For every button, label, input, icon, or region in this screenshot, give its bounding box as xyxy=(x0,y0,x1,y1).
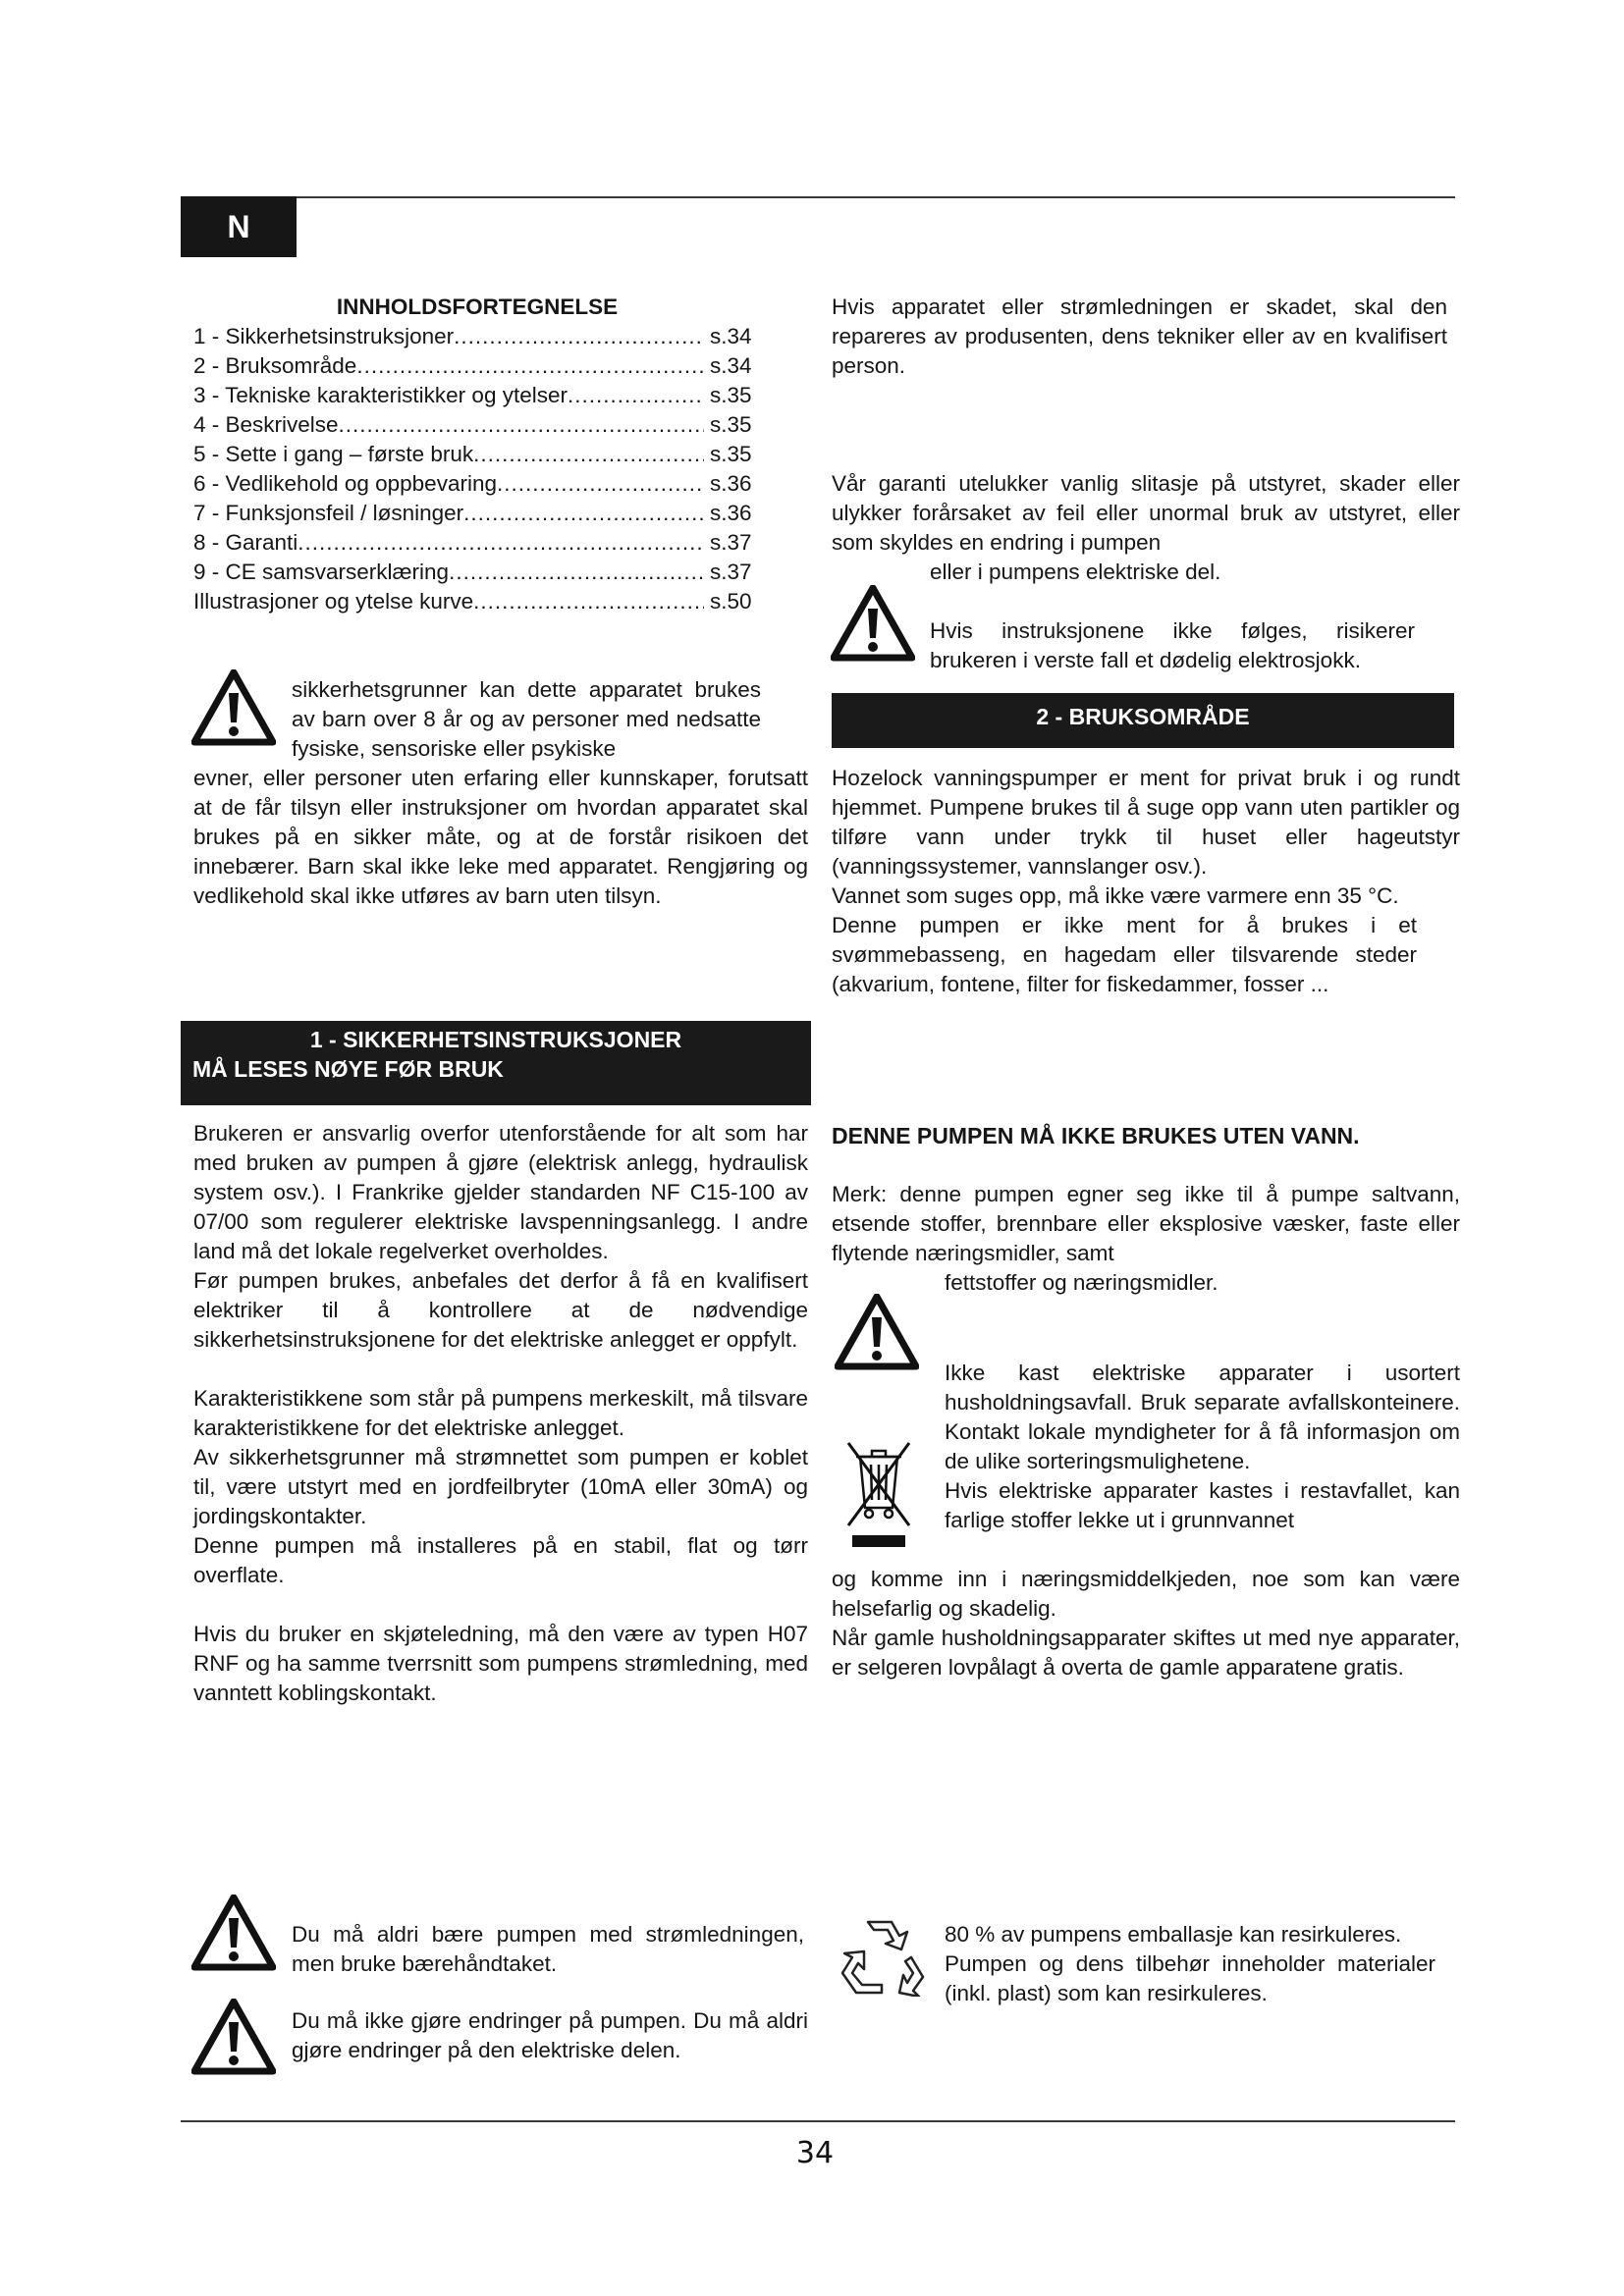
para-weee-1: Ikke kast elektriske apparater i usortert husholdningsavfall. Bruk separate avfallskonteinere. Kontakt lokale myndigheter for å få informasjon om de ulike sorteringsmulighetene. xyxy=(945,1361,1460,1473)
warning-icon xyxy=(831,585,915,662)
toc-item-label: 2 - Bruksområde xyxy=(193,353,357,378)
children-warning-rest: evner, eller personer uten erfaring eller kunnskaper, forutsatt at de får tilsyn eller instruksjoner om hvordan apparatet skal brukes på en sikker måte, og at de forstår risikoen det innebærer. Barn skal ikke leke med apparatet. Rengjøring og vedlikehold skal ikke utføres av barn uten tilsyn. xyxy=(193,766,808,908)
toc-item xyxy=(193,469,761,499)
right-body-use xyxy=(832,764,1460,999)
para-not-for: Denne pumpen er ikke ment for å brukes i et svømmebasseng, en hagedam eller tilsvarende steder (akvarium, fontene, filter for fiskedammer, fosser ... xyxy=(832,913,1417,996)
toc-leader-dots xyxy=(497,469,704,499)
toc-item-page: s.37 xyxy=(710,560,752,584)
toc-item-label: 7 - Funksjonsfeil / løsninger xyxy=(193,501,464,525)
toc-item-page: s.37 xyxy=(710,530,752,555)
para-recycle-2: Pumpen og dens tilbehør inneholder materialer (inkl. plast) som kan resirkuleres. xyxy=(945,1951,1435,2005)
toc-item-label: 5 - Sette i gang – første bruk xyxy=(193,442,474,466)
para-weee-4: Når gamle husholdningsapparater skiftes ut med nye apparater, er selgeren lovpålagt å overta de gamle apparatene gratis. xyxy=(832,1626,1460,1680)
para-note-end: fettstoffer og næringsmidler. xyxy=(945,1270,1218,1295)
para-damaged: Hvis apparatet eller strømledningen er skadet, skal den repareres av produsenten, dens tekniker eller av en kvalifisert person. xyxy=(832,294,1447,378)
warning-icon xyxy=(191,669,276,746)
para-rcd: Av sikkerhetsgrunner må strømnettet som pumpen er koblet til, være utstyrt med en jordfeilbryter (10mA eller 30mA) og jordingskontakter. xyxy=(193,1445,808,1528)
toc-item xyxy=(193,351,761,381)
toc-leader-dots xyxy=(463,499,704,528)
warning-icon xyxy=(191,1895,276,1971)
warning-icon xyxy=(835,1294,919,1370)
section-2-banner xyxy=(832,693,1454,748)
toc-item-label: 8 - Garanti xyxy=(193,530,298,555)
para-temp: Vannet som suges opp, må ikke være varmere enn 35 °C. xyxy=(832,883,1399,908)
weee-block-cont xyxy=(832,1565,1460,1682)
toc-item xyxy=(193,322,761,351)
section-2-title: 2 - BRUKSOMRÅDE xyxy=(1036,704,1250,729)
section-1-subtitle: MÅ LESES NØYE FØR BRUK xyxy=(192,1056,504,1082)
para-responsible: Brukeren er ansvarlig overfor utenforstående for alt som har med bruken av pumpen å gjøre (elektrisk anlegg, hydraulisk system osv.). I Frankrike gjelder standarden NF C15-100 av 07/00 som regulerer elektriske lavspenningsanlegg. I andre land må det lokale regelverket overholdes. xyxy=(193,1121,808,1263)
toc-item-label: 1 - Sikkerhetsinstruksjoner xyxy=(193,324,455,348)
section-1-banner xyxy=(181,1021,811,1105)
warn-carry: Du må aldri bære pumpen med strømledningen, men bruke bærehåndtaket. xyxy=(292,1922,804,1976)
warning-icon xyxy=(191,1999,276,2075)
header-rule xyxy=(181,196,1455,198)
weee-block xyxy=(945,1359,1460,1535)
toc-item-page: s.34 xyxy=(710,324,752,348)
toc-item-page: s.36 xyxy=(710,501,752,525)
page-number: 34 xyxy=(795,2136,835,2170)
toc-leader-dots xyxy=(568,381,704,410)
toc-item-page: s.36 xyxy=(710,471,752,496)
weee-bin-icon xyxy=(842,1435,915,1551)
toc-item-page: s.50 xyxy=(710,589,752,614)
para-weee-2: Hvis elektriske apparater kastes i restavfallet, kan farlige stoffer lekke ut i grunnvannet xyxy=(945,1478,1460,1532)
para-note: Merk: denne pumpen egner seg ikke til å pumpe saltvann, etsende stoffer, brennbare eller eksplosive væsker, faste eller flytende næringsmidler, samt xyxy=(832,1182,1460,1265)
table-of-contents xyxy=(193,293,761,616)
toc-leader-dots xyxy=(339,410,704,440)
toc-item-page: s.35 xyxy=(710,412,752,437)
recycle-icon xyxy=(835,1914,929,1997)
para-recycle-1: 80 % av pumpens emballasje kan resirkuleres. xyxy=(945,1922,1402,1947)
warning-no-water: DENNE PUMPEN MÅ IKKE BRUKES UTEN VANN. xyxy=(832,1123,1360,1148)
toc-item xyxy=(193,558,761,587)
toc-leader-dots xyxy=(298,528,704,558)
toc-item-label: 9 - CE samsvarserklæring xyxy=(193,560,450,584)
recycle-text xyxy=(945,1920,1435,2008)
para-surface: Denne pumpen må installeres på en stabil, flat og tørr overflate. xyxy=(193,1533,808,1587)
toc-item xyxy=(193,381,761,410)
language-badge: N xyxy=(181,196,297,257)
toc-leader-dots xyxy=(356,351,704,381)
toc-item xyxy=(193,499,761,528)
toc-item xyxy=(193,410,761,440)
toc-item-page: s.34 xyxy=(710,353,752,378)
left-body xyxy=(193,1119,808,1708)
toc-leader-dots xyxy=(473,440,704,469)
para-guarantee-end: eller i pumpens elektriske del. xyxy=(930,560,1221,584)
para-rating: Karakteristikkene som står på pumpens merkeskilt, må tilsvare karakteristikkene for det elektriske anlegget. xyxy=(193,1386,808,1440)
footer-rule xyxy=(181,2120,1455,2122)
toc-item-label: 3 - Tekniske karakteristikker og ytelser xyxy=(193,383,568,407)
children-warning-lead: sikkerhetsgrunner kan dette apparatet brukes av barn over 8 år og av personer med nedsatte fysiske, sensoriske eller psykiske xyxy=(292,677,761,761)
toc-item xyxy=(193,528,761,558)
toc-leader-dots xyxy=(454,322,704,351)
toc-leader-dots xyxy=(449,558,704,587)
para-extension: Hvis du bruker en skjøteledning, må den være av typen H07 RNF og ha samme tverrsnitt som pumpens strømledning, med vanntett koblingskontakt. xyxy=(193,1622,808,1705)
para-guarantee: Vår garanti utelukker vanlig slitasje på utstyret, skader eller ulykker forårsaket av feil eller unormal bruk av utstyret, eller som skyldes en endring i pumpen xyxy=(832,471,1460,555)
para-weee-3: og komme inn i næringsmiddelkjeden, noe som kan være helsefarlig og skadelig. xyxy=(832,1567,1460,1621)
toc-item xyxy=(193,440,761,469)
warn-shock: Hvis instruksjonene ikke følges, risikerer brukeren i verste fall et dødelig elektrosjokk. xyxy=(930,618,1415,672)
toc-item-label: 4 - Beskrivelse xyxy=(193,412,339,437)
toc-item-label: 6 - Vedlikehold og oppbevaring xyxy=(193,471,497,496)
warn-modify: Du må ikke gjøre endringer på pumpen. Du må aldri gjøre endringer på den elektriske delen. xyxy=(292,2008,808,2062)
section-1-title: 1 - SIKKERHETSINSTRUKSJONER xyxy=(309,1027,682,1052)
toc-item-label: Illustrasjoner og ytelse kurve xyxy=(193,589,474,614)
para-use: Hozelock vanningspumper er ment for privat bruk i og rundt hjemmet. Pumpene brukes til å suge opp vann uten partikler og tilføre vann under trykk til huset eller hageutstyr (vanningssystemer, vannslanger osv.). xyxy=(832,766,1460,879)
toc-item xyxy=(193,587,761,616)
toc-leader-dots xyxy=(473,587,704,616)
toc-title: INNHOLDSFORTEGNELSE xyxy=(336,294,619,319)
toc-item-page: s.35 xyxy=(710,442,752,466)
para-electrician: Før pumpen brukes, anbefales det derfor å få en kvalifisert elektriker til å kontrollere at de nødvendige sikkerhetsinstruksjonene for det elektriske anlegget er oppfylt. xyxy=(193,1268,808,1352)
toc-list xyxy=(193,322,761,616)
toc-item-page: s.35 xyxy=(710,383,752,407)
